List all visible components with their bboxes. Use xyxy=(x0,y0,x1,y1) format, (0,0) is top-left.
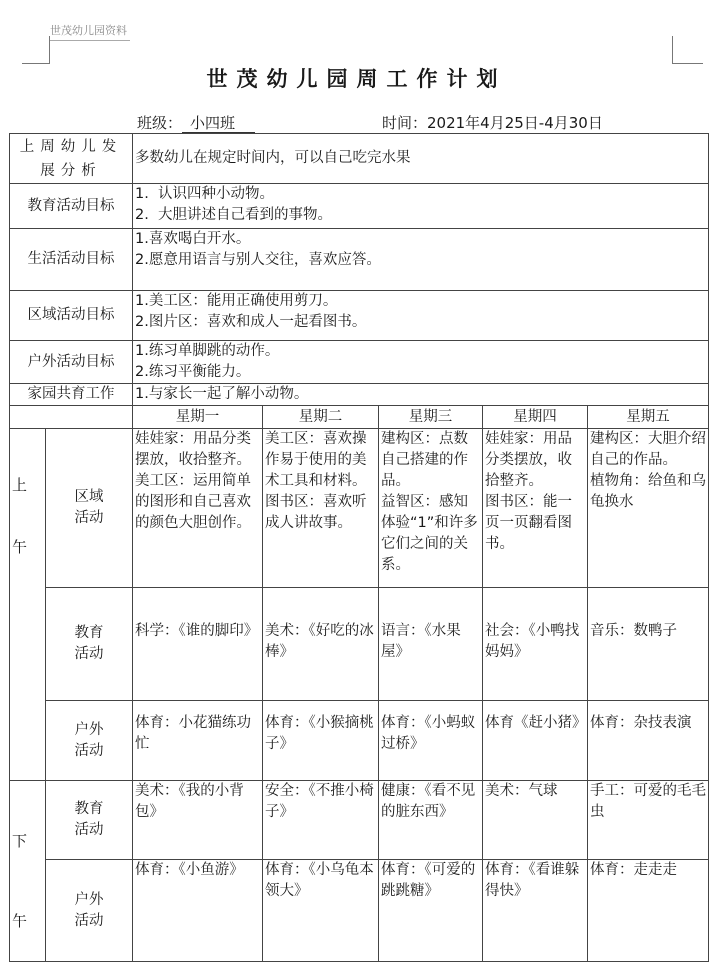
class-info xyxy=(137,112,255,133)
period-label xyxy=(10,429,46,781)
row-content: 1.与家长一起了解小动物。 xyxy=(133,384,709,406)
activity-cell: 语言：《水果屋》 xyxy=(379,588,483,701)
activity-cell: 美术：《好吃的冰棒》 xyxy=(263,588,379,701)
activity-cell: 手工：可爱的毛毛虫 xyxy=(588,781,709,860)
afternoon-row xyxy=(10,860,709,962)
activity-cell: 体育：《小猴摘桃子》 xyxy=(263,701,379,781)
summary-row xyxy=(10,291,709,341)
activity-cell: 体育：杂技表演 xyxy=(588,701,709,781)
row-label: 教育活动目标 xyxy=(10,184,133,229)
day-header: 星期五 xyxy=(588,406,709,429)
activity-cell: 安全：《不推小椅子》 xyxy=(263,781,379,860)
afternoon-row xyxy=(10,781,709,860)
summary-row xyxy=(10,184,709,229)
morning-row xyxy=(10,588,709,701)
day-header: 星期四 xyxy=(483,406,588,429)
day-header: 星期三 xyxy=(379,406,483,429)
activity-cell: 体育：《小蚂蚁过桥》 xyxy=(379,701,483,781)
activity-cell: 健康：《看不见的脏东西》 xyxy=(379,781,483,860)
period-label xyxy=(10,781,46,962)
row-content: 1.练习单脚跳的动作。 2.练习平衡能力。 xyxy=(133,341,709,384)
activity-cell: 体育：《小乌龟本领大》 xyxy=(263,860,379,962)
day-header: 星期二 xyxy=(263,406,379,429)
summary-row xyxy=(10,229,709,291)
activity-cell: 体育《赶小猪》 xyxy=(483,701,588,781)
row-content: 1.美工区：能用正确使用剪刀。 2.图片区：喜欢和成人一起看图书。 xyxy=(133,291,709,341)
crop-mark-left xyxy=(22,36,50,64)
activity-cell: 社会：《小鸭找妈妈》 xyxy=(483,588,588,701)
row-content: 1. 认识四种小动物。 2. 大胆讲述自己看到的事物。 xyxy=(133,184,709,229)
summary-row xyxy=(10,341,709,384)
activity-cell: 体育：《看谁躲得快》 xyxy=(483,860,588,962)
row-label: 生活活动目标 xyxy=(10,229,133,291)
day-header: 星期一 xyxy=(133,406,263,429)
activity-cell: 美工区：喜欢操作易于使用的美术工具和材料。 图书区：喜欢听成人讲故事。 xyxy=(263,429,379,588)
header-blank xyxy=(10,406,133,429)
activity-label: 户外活动 xyxy=(46,701,133,781)
page-title: 世茂幼儿园周工作计划 xyxy=(206,67,507,91)
activity-cell: 科学：《谁的脚印》 xyxy=(133,588,263,701)
activity-cell: 体育：《小鱼游》 xyxy=(133,860,263,962)
row-label: 家园共育工作 xyxy=(10,384,133,406)
row-label: 户外活动目标 xyxy=(10,341,133,384)
plan-table xyxy=(9,133,709,962)
row-content: 多数幼儿在规定时间内，可以自己吃完水果 xyxy=(133,134,709,184)
activity-label: 教育活动 xyxy=(46,588,133,701)
row-content: 1.喜欢喝白开水。 2.愿意用语言与别人交往，喜欢应答。 xyxy=(133,229,709,291)
morning-row xyxy=(10,701,709,781)
activity-cell: 体育：小花猫练功忙 xyxy=(133,701,263,781)
activity-cell: 美术：气球 xyxy=(483,781,588,860)
activity-cell: 娃娃家：用品分类摆放，收拾整齐。 美工区：运用简单的图形和自己喜欢的颜色大胆创作。 xyxy=(133,429,263,588)
crop-mark-right xyxy=(672,36,703,64)
activity-label: 区域活动 xyxy=(46,429,133,588)
activity-cell: 音乐：数鸭子 xyxy=(588,588,709,701)
activity-label: 教育活动 xyxy=(46,781,133,860)
activity-cell: 建构区：点数自己搭建的作品。 益智区：感知体验“1”和许多它们之间的关系。 xyxy=(379,429,483,588)
day-header-row xyxy=(10,406,709,429)
activity-label: 户外活动 xyxy=(46,860,133,962)
period-label-text: 下午 xyxy=(12,832,28,930)
activity-cell: 美术：《我的小背包》 xyxy=(133,781,263,860)
summary-row xyxy=(10,384,709,406)
activity-cell: 体育：走走走 xyxy=(588,860,709,962)
class-label: 班级： xyxy=(137,114,183,132)
time-info: 时间：2021年4月25日-4月30日 xyxy=(382,114,603,132)
row-label: 区域活动目标 xyxy=(10,291,133,341)
class-value: 小四班 xyxy=(182,114,255,133)
header-note: 世茂幼儿园资料 xyxy=(50,22,130,41)
summary-row xyxy=(10,134,709,184)
activity-cell: 体育：《可爱的跳跳糖》 xyxy=(379,860,483,962)
row-label: 上周幼儿发展分析 xyxy=(10,134,133,184)
activity-cell: 娃娃家：用品分类摆放，收拾整齐。 图书区：能一页一页翻看图书。 xyxy=(483,429,588,588)
activity-cell: 建构区：大胆介绍自己的作品。 植物角：给鱼和乌龟换水 xyxy=(588,429,709,588)
period-label-text: 上午 xyxy=(12,476,28,556)
morning-row xyxy=(10,429,709,588)
